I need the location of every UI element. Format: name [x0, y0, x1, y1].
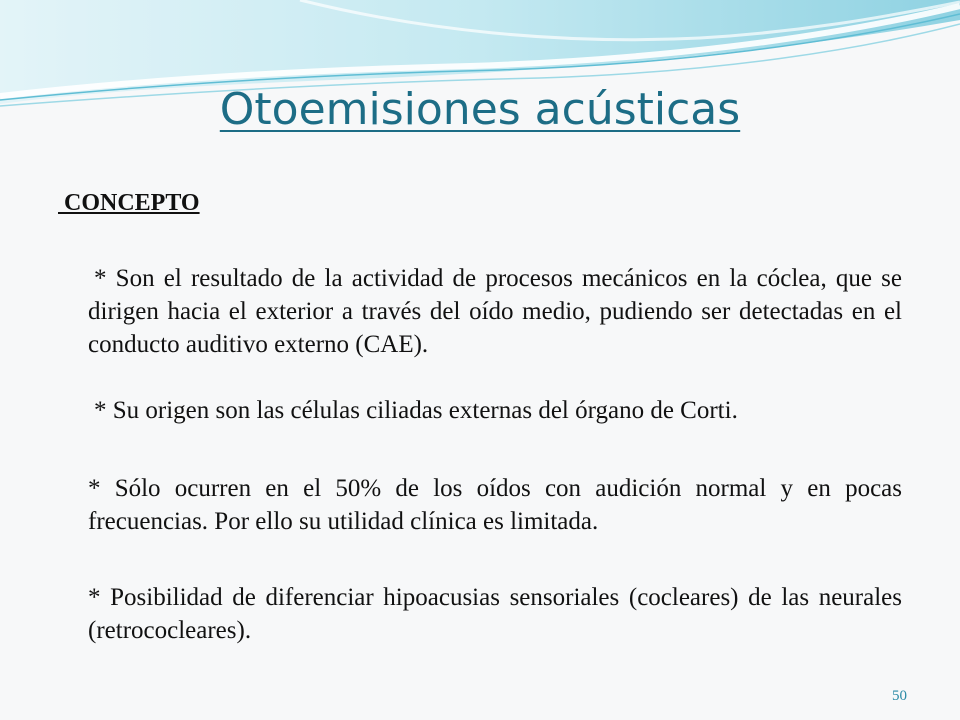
- bullet-paragraph-2: * Su origen son las células ciliadas externas del órgano de Corti.: [94, 397, 738, 424]
- page-number: 50: [892, 688, 907, 704]
- section-label-concepto: CONCEPTO: [58, 190, 200, 216]
- bullet-paragraph-3: * Sólo ocurren en el 50% de los oídos con audición normal y en pocas frecuencias. Por ello su utilidad clínica es limitada.: [88, 475, 902, 535]
- slide-title: Otoemisiones acústicas: [219, 84, 741, 135]
- bullet-paragraph-4: * Posibilidad de diferenciar hipoacusias sensoriales (cocleares) de las neurales (retrococleares).: [88, 584, 902, 644]
- bullet-paragraph-1: * Son el resultado de la actividad de procesos mecánicos en la cóclea, que se dirigen hacia el exterior a través del oído medio, pudiendo ser detectadas en el conducto auditivo externo (CAE).: [88, 265, 902, 358]
